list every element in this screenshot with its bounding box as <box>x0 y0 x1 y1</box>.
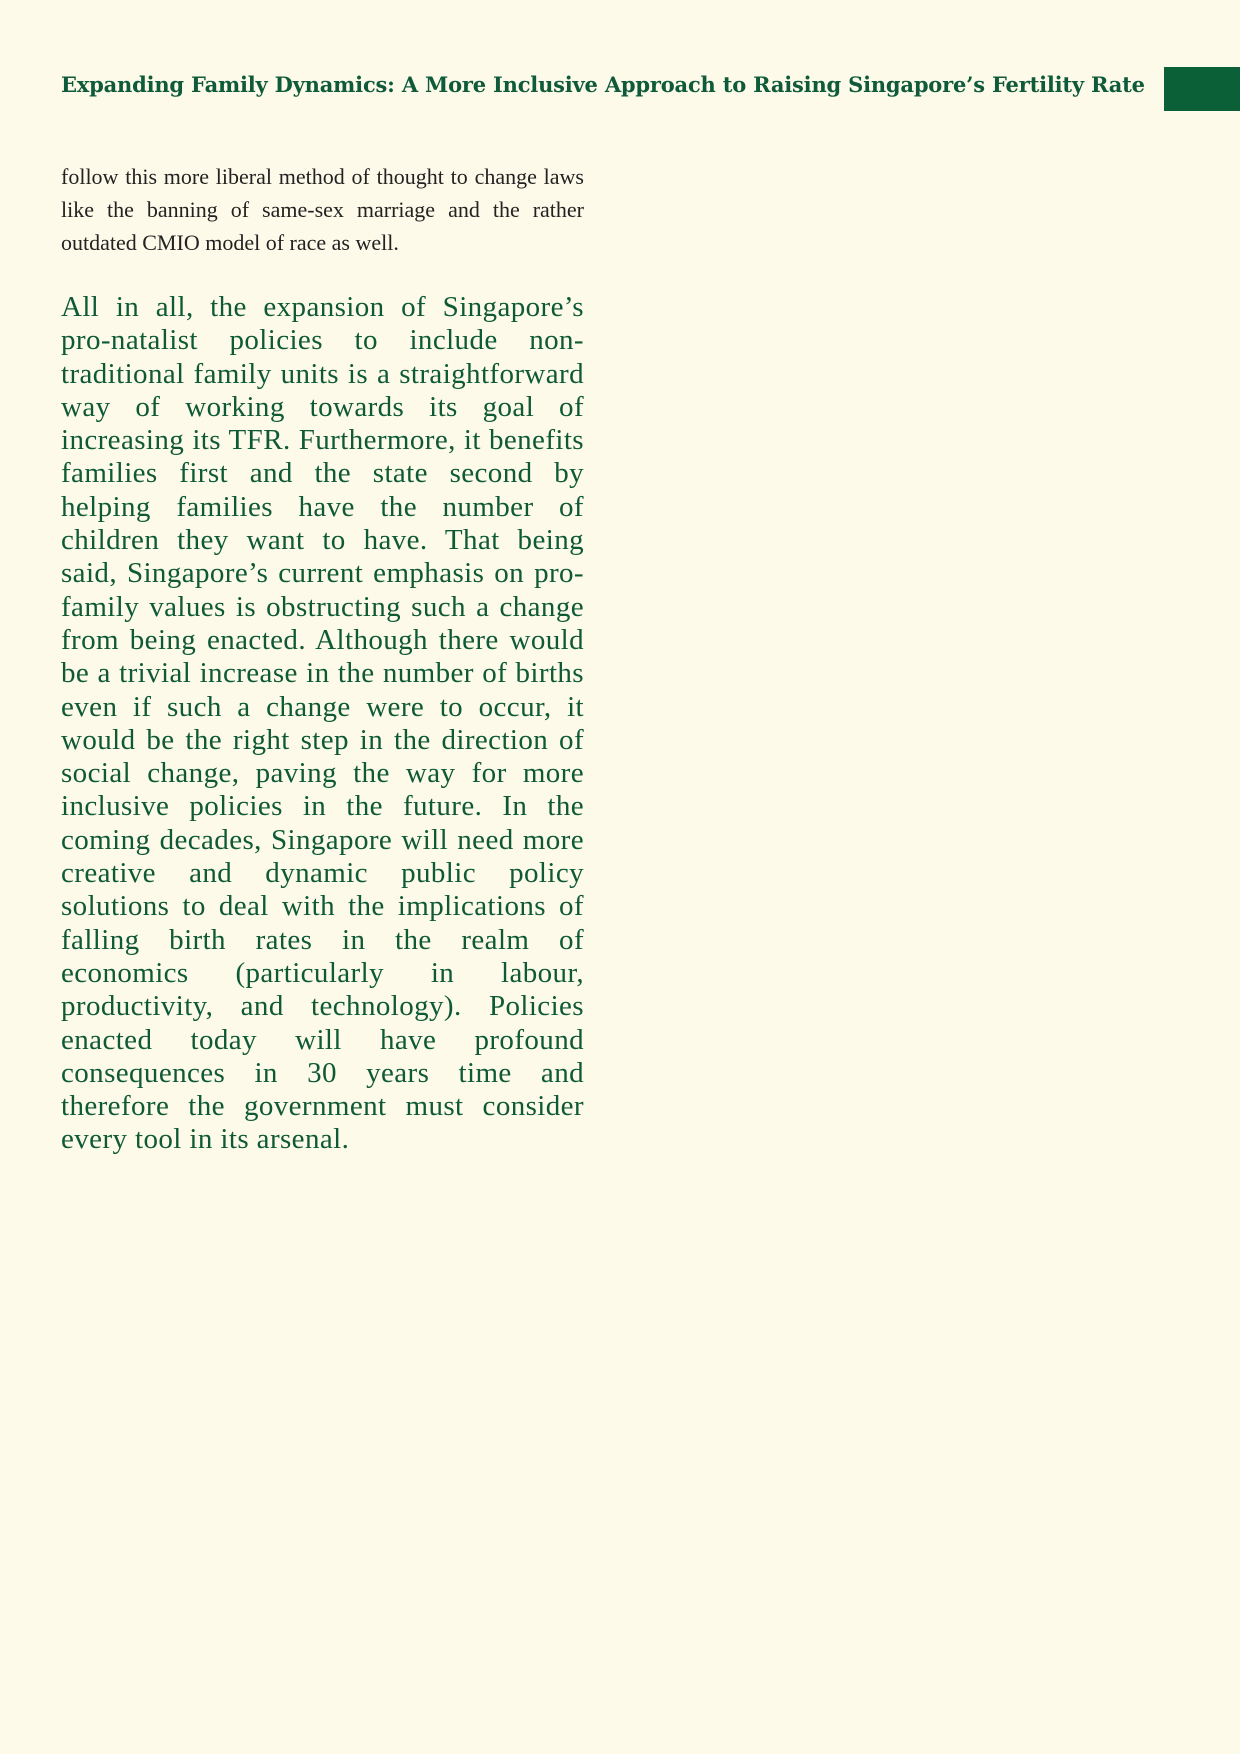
header-accent-tab <box>1164 67 1240 111</box>
conclusion-paragraph: All in all, the expansion of Singapore’s pro-natalist policies to include non-traditional family units is a straightforward way of working towards its goal of increasing its TFR. Furthermore, it benefits families first and the state second by helping families have the number of children they want to have. That being said, Singapore’s current emphasis on pro-family values is obstructing such a change from being enacted. Although there would be a trivial increase in the number of births even if such a change were to occur, it would be the right step in the direction of social change, paving the way for more inclusive policies in the future. In the coming decades, Singapore will need more creative and dynamic public policy solutions to deal with the implications of falling birth rates in the realm of economics (particularly in labour, productivity, and technology). Policies enacted today will have profound consequences in 30 years time and therefore the government must consider every tool in its arsenal. <box>61 291 584 1156</box>
running-header-title: Expanding Family Dynamics: A More Inclusive Approach to Raising Singapore’s Fertility Rate <box>61 72 1145 97</box>
intro-paragraph: follow this more liberal method of thought to change laws like the banning of same-sex marriage and the rather outdated CMIO model of race as well. <box>61 164 584 255</box>
text-column <box>61 160 584 1157</box>
